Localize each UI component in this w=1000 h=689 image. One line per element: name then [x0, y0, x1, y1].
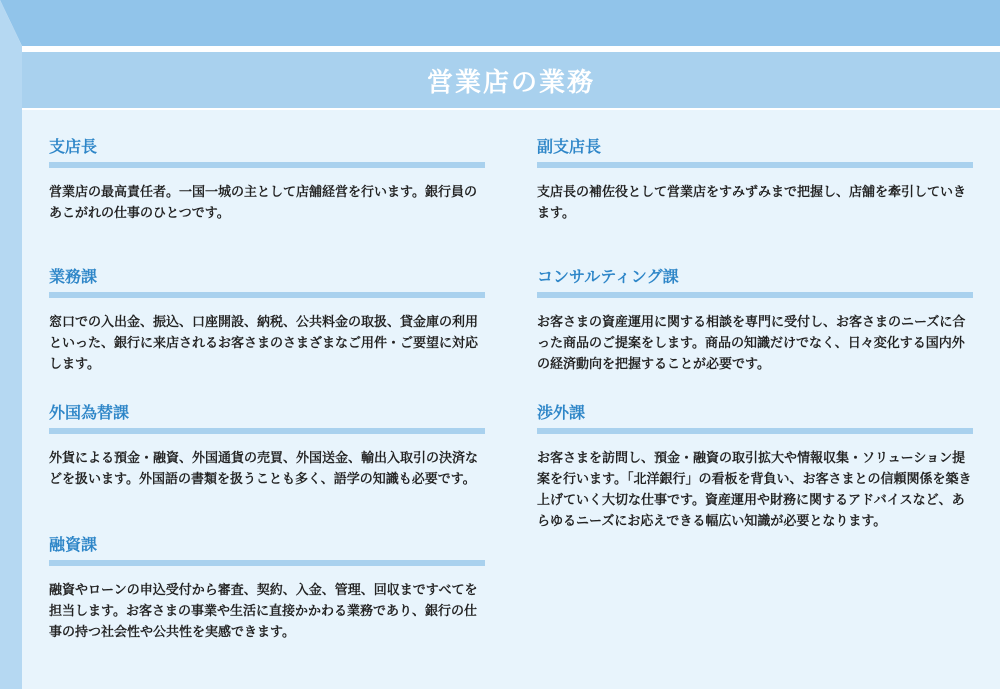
section-divider [49, 428, 485, 434]
page-title: 営業店の業務 [426, 67, 595, 98]
section-body: 窓口での入出金、振込、口座開設、納税、公共料金の取扱、貸金庫の利用といった、銀行に来店されるお客さまのさまざまなご用件・ご要望に対応します。 [49, 315, 479, 372]
section-body: 外貨による預金・融資、外国通貨の売買、外国送金、輸出入取引の決済などを扱います。外国語の書類を扱うことも多く、語学の知識も必要です。 [49, 451, 479, 487]
section-deputy-branch-manager [537, 136, 973, 224]
section-outside-sales [537, 402, 973, 532]
section-divider [49, 292, 485, 298]
section-title: 支店長 [49, 137, 98, 156]
box-left-face [0, 0, 22, 689]
section-title: 渉外課 [537, 403, 586, 422]
section-title: 業務課 [49, 267, 98, 286]
section-operations [49, 266, 485, 375]
section-divider [537, 292, 973, 298]
section-body: 融資やローンの申込受付から審査、契約、入金、管理、回収まですべてを担当します。お客さまの事業や生活に直接かかわる業務であり、銀行の仕事の持つ社会性や公共性を実感できます。 [49, 583, 478, 640]
section-branch-manager [49, 136, 485, 224]
section-body: 営業店の最高責任者。一国一城の主として店舗経営を行います。銀行員のあこがれの仕事のひとつです。 [49, 185, 477, 221]
page-banner [22, 52, 1000, 108]
section-divider [537, 162, 973, 168]
section-title: コンサルティング課 [537, 267, 679, 286]
section-title: 融資課 [49, 535, 98, 554]
section-loans [49, 534, 485, 643]
section-body: お客さまの資産運用に関する相談を専門に受付し、お客さまのニーズに合った商品のご提案をします。商品の知識だけでなく、日々変化する国内外の経済動向を把握することが必要です。 [537, 315, 966, 372]
section-divider [537, 428, 973, 434]
section-body: 支店長の補佐役として営業店をすみずみまで把握し、店舗を牽引していきます。 [537, 185, 967, 221]
section-divider [49, 162, 485, 168]
section-foreign-exchange [49, 402, 485, 490]
section-title: 外国為替課 [49, 403, 130, 422]
content-panel [22, 110, 1000, 689]
box-top-face [0, 0, 1000, 46]
section-body: お客さまを訪問し、預金・融資の取引拡大や情報収集・ソリューション提案を行います。「北洋銀行」の看板を背負い、お客さまとの信頼関係を築き上げていく大切な仕事です。資産運用や財務に関するアドバイスなど、あらゆるニーズにお応えできる幅広い知識が必要となります。 [537, 451, 972, 529]
section-divider [49, 560, 485, 566]
section-consulting [537, 266, 973, 375]
section-title: 副支店長 [537, 137, 602, 156]
